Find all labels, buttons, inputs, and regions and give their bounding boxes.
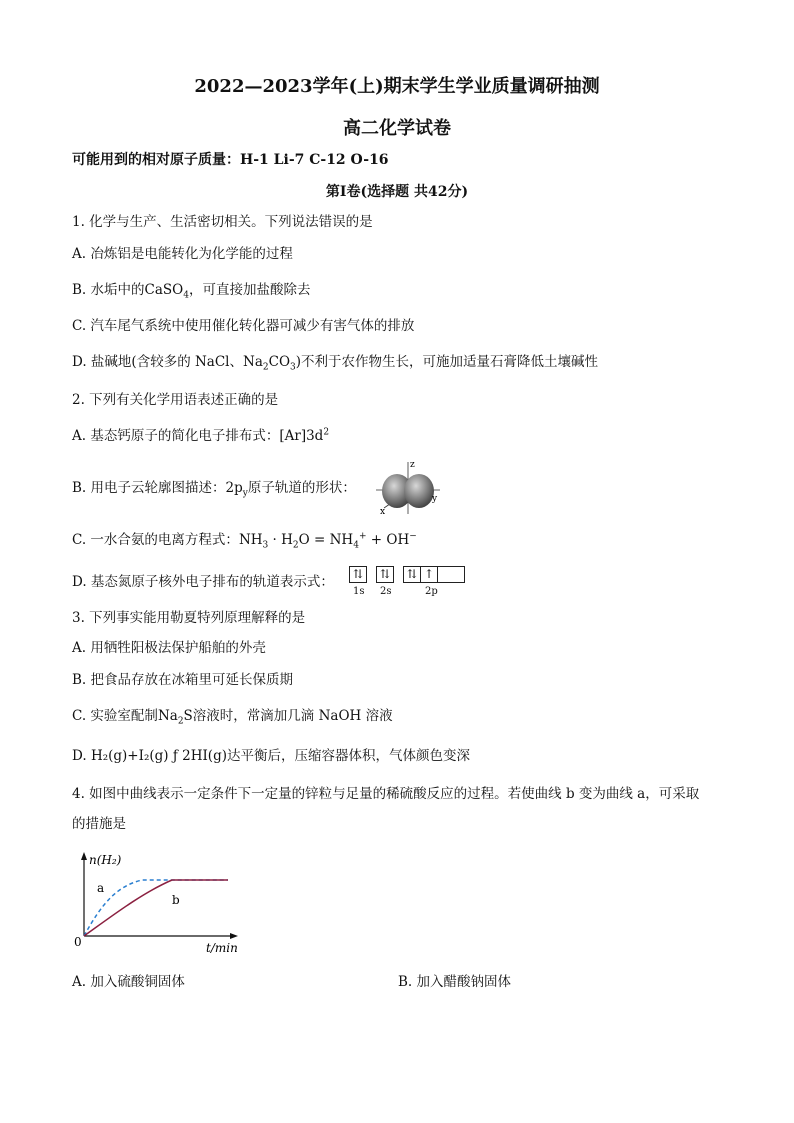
q2-a-formula: [Ar]3d — [279, 428, 324, 444]
q3-stem: 3. 下列事实能用勒夏特列原理解释的是 — [72, 610, 306, 626]
curve-b — [84, 880, 228, 936]
q1-d-post: )不利于农作物生长，可施加适量石膏降低土壤碱性 — [295, 354, 599, 370]
q2-c-eq3: O = NH — [298, 532, 354, 548]
q1-d-text: D. 盐碱地(含较多的 NaCl、 — [72, 354, 243, 370]
q1-b-formula: CaSO — [144, 282, 184, 298]
graph-y-arrow — [81, 852, 87, 860]
graph-origin: 0 — [74, 935, 82, 949]
q2-b-text: B. 用电子云轮廓图描述： — [72, 480, 226, 496]
graph-x-arrow — [230, 933, 238, 939]
q2-c-text: C. 一水合氨的电离方程式： — [72, 532, 239, 548]
graph-x-label: t/min — [206, 941, 238, 955]
q4-stem-line2: 的措施是 — [72, 816, 126, 832]
axis-label-z: z — [410, 460, 415, 470]
q3-c-text: C. 实验室配制 — [72, 708, 158, 724]
axis-label-x: x — [380, 507, 386, 517]
q3-c-formula: Na — [157, 708, 178, 724]
orbital-label-2s: 2s — [380, 586, 392, 597]
p-orbital-figure — [368, 456, 448, 518]
q3-option-a: A. 用牺牲阳极法保护船舶的外壳 — [72, 640, 266, 656]
q2-option-c — [72, 530, 417, 550]
orbital-box-2p-1: ⇅ — [403, 566, 421, 583]
q4-option-a: A. 加入硫酸铜固体 — [72, 974, 185, 990]
axis-label-y: y — [432, 494, 438, 504]
q3-option-b: B. 把食品存放在冰箱里可延长保质期 — [72, 672, 294, 688]
q3-c-formula2: S — [183, 708, 193, 724]
q2-c-sub3: 4 — [353, 540, 359, 551]
graph-y-label: n(H₂) — [89, 853, 122, 867]
q1-option-a: A. 冶炼铝是电能转化为化学能的过程 — [72, 246, 293, 262]
curve-a-label: a — [97, 881, 105, 895]
orbital-lobe-right — [404, 474, 434, 508]
orbital-box-1s: ⇅ — [349, 566, 367, 583]
orbital-box-2s: ⇅ — [376, 566, 394, 583]
q1-option-d — [72, 352, 598, 372]
q2-c-sup4: − — [409, 531, 417, 542]
q2-a-text: A. 基态钙原子的简化电子排布式： — [72, 428, 280, 444]
orbital-label-2p: 2p — [425, 586, 438, 597]
q1-d-sub2: 3 — [290, 362, 296, 373]
q1-option-b — [72, 280, 310, 300]
q2-c-sub2: 2 — [292, 540, 299, 551]
q2-b-orbital-sub: y — [242, 488, 248, 499]
q2-b-orbital: 2p — [225, 480, 243, 496]
q2-option-b — [72, 478, 356, 498]
orbital-label-1s: 1s — [353, 586, 365, 597]
q1-b-post: ，可直接加盐酸除去 — [188, 282, 311, 298]
q1-b-sub: 4 — [183, 290, 189, 301]
q2-c-eq1: NH — [238, 532, 263, 548]
q3-option-c — [72, 706, 393, 726]
orbital-box-2p-2: ↑ — [420, 566, 438, 583]
q2-b-post: 原子轨道的形状： — [247, 480, 356, 496]
q1-option-c: C. 汽车尾气系统中使用催化转化器可减少有害气体的排放 — [72, 318, 415, 334]
q4-graph — [72, 848, 252, 958]
curve-b-label: b — [172, 893, 180, 907]
q2-stem: 2. 下列有关化学用语表述正确的是 — [72, 392, 279, 408]
q1-d-formula: Na — [243, 354, 263, 370]
q3-option-d — [72, 746, 470, 766]
orbital-box-2p-3 — [437, 566, 465, 583]
q3-c-post: 溶液时，常滴加几滴 NaOH 溶液 — [192, 708, 393, 724]
q1-d-sub1: 2 — [262, 362, 269, 373]
q2-a-sup: 2 — [323, 427, 330, 438]
exam-subtitle: 高二化学试卷 — [343, 118, 451, 139]
section-heading: 第Ⅰ卷(选择题 共42分) — [325, 184, 469, 200]
q1-d-formula2: CO — [268, 354, 291, 370]
q1-b-text: B. 水垢中的 — [72, 282, 145, 298]
q2-c-eq2: · H — [268, 532, 293, 548]
q3-c-sub: 2 — [177, 716, 184, 727]
q4-option-b: B. 加入醋酸钠固体 — [398, 974, 512, 990]
q2-option-a — [72, 426, 329, 446]
q3-d-equation: H₂(g)+I₂(g) ƒ 2HI(g) — [90, 748, 227, 764]
atomic-masses: 可能用到的相对原子质量：H-1 Li-7 C-12 O-16 — [72, 152, 389, 168]
q2-option-d: D. 基态氮原子核外电子排布的轨道表示式： — [72, 574, 334, 590]
q3-d-text: D. — [72, 748, 91, 764]
exam-title: 2022—2023学年(上)期末学生学业质量调研抽测 — [194, 76, 600, 97]
q2-c-sup3: + — [358, 531, 367, 542]
q4-stem-line1: 4. 如图中曲线表示一定条件下一定量的锌粒与足量的稀硫酸反应的过程。若使曲线 b 变为曲线 a，可采取 — [72, 786, 700, 802]
q1-stem: 1. 化学与生产、生活密切相关。下列说法错误的是 — [72, 214, 373, 230]
q2-c-sub1: 3 — [262, 540, 269, 551]
q2-c-eq4: + OH — [366, 532, 410, 548]
q3-d-post: 达平衡后，压缩容器体积，气体颜色变深 — [226, 748, 470, 764]
